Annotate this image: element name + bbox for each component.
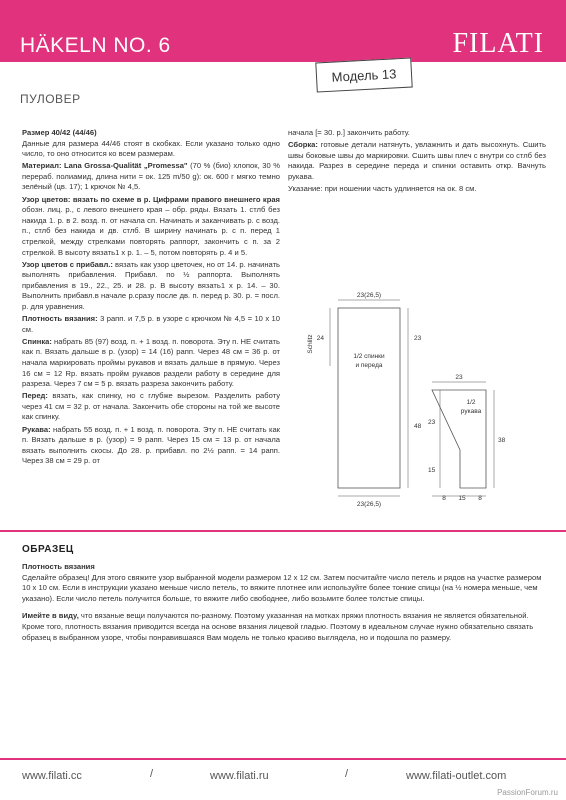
- dim-23: 23: [414, 335, 422, 342]
- dim-24: 24: [316, 335, 324, 342]
- sleeve-dim-8a: 8: [442, 495, 446, 502]
- assembly-text: готовые детали натянуть, увлажнить и дать высохнуть. Сшить швы боковые швы до маркировки. Сшить швы плеч с внутри со стлб без накида. Разрез в середине переда и спинки оставить откр. Вачнуть рукава.: [288, 140, 546, 181]
- back-text: набрать 85 (97) возд. п. + 1 возд. п. поворота. Эту п. НЕ считать как п. Вязать дальше в р. (узор) = 14 (16) рапп. Через 48 см = 36 р. от начала маркировать проймы рукавов и вязать дальше в прямую. Через 16 см = 12 Rp. вязать пройм рукавов раздели работу в середине для разреза. Через 7 см = 5 р. вязать разреза закончить работу.: [22, 336, 280, 389]
- sleeve-label-2: рукава: [460, 408, 482, 415]
- size-text: Данные для размера 44/46 стоят в скобках. Если указано только одно число, то оно относится ко всем размерам.: [22, 138, 280, 159]
- footer-link-filati-ru[interactable]: www.filati.ru: [210, 770, 269, 782]
- model-tag: Модель 13: [315, 58, 412, 93]
- sleeve-dim-23: 23: [428, 419, 436, 426]
- gauge-paragraph: [22, 314, 280, 335]
- sleeves-label: Рукава:: [22, 424, 51, 434]
- slit-label: Schlitz: [307, 334, 314, 354]
- body-label-2: и переда: [355, 362, 383, 369]
- sleeve-label-1: 1/2: [466, 399, 476, 406]
- instructions-right-column: [288, 128, 546, 196]
- section-divider: [0, 530, 566, 532]
- body-outline: [338, 308, 400, 488]
- brand-logo: FILATI: [452, 28, 544, 59]
- note-paragraph: Указание: при ношении часть удлиняется на ок. 8 см.: [288, 183, 477, 193]
- flower-pattern-paragraph: [22, 195, 280, 259]
- instructions-left-column: [22, 128, 280, 468]
- gauge-text: 3 рапп. и 7,5 р. в узоре с крючком № 4,5 = 10 х 10 см.: [22, 314, 281, 334]
- gauge-swatch-paragraph: [22, 562, 546, 604]
- footer-link-filati-outlet[interactable]: www.filati-outlet.com: [406, 770, 507, 782]
- body-top-dim: 23(26,5): [356, 292, 382, 299]
- front-label: Перед:: [22, 391, 48, 401]
- size-paragraph: [22, 128, 280, 160]
- schematic-svg: [290, 286, 560, 518]
- body-bottom-dim: 23(26,5): [356, 501, 382, 508]
- keep-in-mind-text: что вязаные вещи получаются по-разному. Поэтому указанная на мотках пряжи плотность вязания не является обязательной. Кроме того, плотность вязания приводится всегда на основе вязания лицевой гладью. Поэтому в идеальном случае нужно обязательно связать образец в выбранном узоре, чтобы понравившаяся Вам модель не только красиво выглядела, но и подошла по размеру.: [22, 611, 534, 642]
- keep-in-mind-label: Имейте в виду,: [22, 611, 79, 621]
- gauge-label: Плотность вязания:: [22, 314, 98, 324]
- sleeves-paragraph: [22, 425, 280, 467]
- footer-link-filati-cc[interactable]: www.filati.cc: [22, 770, 82, 782]
- gauge-sub-label: Плотность вязания: [22, 562, 95, 571]
- sleeve-top-dim: 23: [455, 374, 463, 381]
- header-bar: [0, 0, 566, 62]
- material-paragraph: [22, 161, 280, 193]
- section-title: ОБРАЗЕЦ: [22, 544, 74, 555]
- gauge-swatch-text: Сделайте образец! Для этого свяжите узор выбранной модели размером 12 х 12 см. Затем посчитайте число петель и рядов на участке размером 10 х 10 см. Если в инструкции указано меньше число петель, то вяжите плотнее или используйте более тонкие спицы (на ½ номера меньше, чем указано). Если число петель получится больше, то вяжите либо свободнее, либо возьмите более толстые спицы.: [22, 572, 542, 603]
- sleeve-dim-15: 15: [428, 467, 436, 474]
- finish-paragraph: начала [= 30. р.] закончить работу.: [288, 128, 410, 137]
- assembly-label: Сборка:: [288, 140, 318, 150]
- magazine-title: HÄKELN NO. 6: [20, 34, 171, 57]
- front-text: вязать, как спинку, но с глубже вырезом. Разделить работу через 41 см = 32 р. от начала. Закончить обе стороны на той же высоте как спинку.: [22, 391, 280, 422]
- back-paragraph: [22, 337, 280, 390]
- material-label: Материал: Lana Grossa-Qualität „Promessa": [22, 161, 188, 171]
- note-keep-in-mind-paragraph: [22, 611, 546, 643]
- assembly-paragraph: [288, 140, 546, 182]
- sleeve-dim-8b: 8: [478, 495, 482, 502]
- sleeve-dim-38: 38: [498, 437, 506, 444]
- footer-divider: [0, 758, 566, 760]
- gauge-section-text: [22, 562, 546, 650]
- body-label-1: 1/2 спинки: [353, 353, 385, 360]
- front-paragraph: [22, 391, 280, 423]
- watermark: PassionForum.ru: [497, 788, 558, 797]
- increase-pattern-label: Узор цветов с прибавл.:: [22, 259, 113, 269]
- footer-separator: /: [345, 768, 349, 780]
- flower-pattern-text: обозн. лиц. р., с левого внешнего края – обр. ряды. Вязать 1. стлб без накида 1. р. в 2. возд. п. от начала сп. Начинать и заканчивать р. с возд. п., стлб без накида и дв. стлб. В ширину начинать р. с п. перед 1 стрелкой, между стрелками повторять раппорт, закончить с п. за 2 стрелкой. В высоту вязать1 х р. 1. – 5, потом повторять р. 4 и 5.: [22, 205, 280, 257]
- garment-subtitle: ПУЛОВЕР: [20, 92, 81, 106]
- footer-separator: /: [150, 768, 154, 780]
- schematic-diagram: [290, 286, 560, 518]
- sleeve-dim-15b: 15: [458, 495, 466, 502]
- sleeves-text: набрать 55 возд. п. + 1 возд. п. поворота. Эту п. НЕ считать как п. Вязать дальше в р. (узор) = 9 рапп. Через 15 см = 13 р. от начала вязать выполнить скосы. До 28. р. прибавл. по 2½ рапп. = 14 рапп. Через 38 см = 29 р. от: [22, 424, 280, 466]
- material-text: (70 % (био) хлопок, 30 % перераб. полиамид, длина нити = ок. 125 m/50 g): ок. 600 г мягко темно зелёный (цв. 17); 1 крючок № 4,5.: [22, 161, 280, 192]
- increase-pattern-text: вязать как узор цветочек, но от 14. р. начинать выполнять прибавления. Прибавл. по ½ раппорта. Выполнять прибавления в 19., 22., 25. и 28. р. В высоту вязать1 х р. 14. – 30. Выполнить прибавл.в начале р.сразу после дв. п. перед р. 30. р. = посл. р. для уравнения.: [22, 259, 281, 311]
- increase-pattern-paragraph: [22, 260, 280, 313]
- back-label: Спинка:: [22, 336, 52, 346]
- size-label: Размер 40/42 (44/46): [22, 128, 97, 137]
- dim-48: 48: [414, 423, 422, 430]
- footer: [0, 764, 566, 800]
- flower-pattern-label: Узор цветов: вязать по схеме в р. Цифрами правого внешнего края: [22, 194, 280, 204]
